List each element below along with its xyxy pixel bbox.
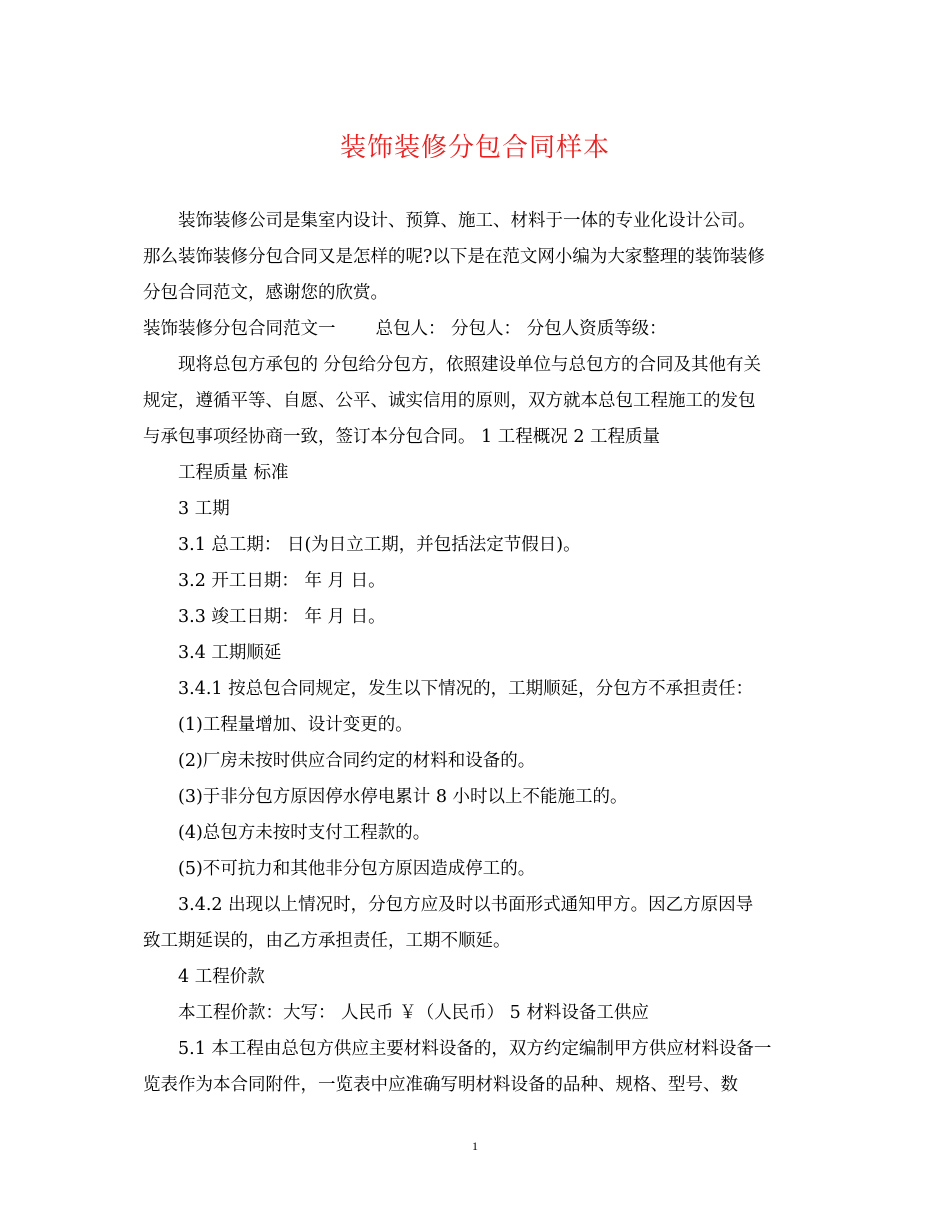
- intro-line-2: 那么装饰装修分包合同又是怎样的呢?以下是在范文网小编为大家整理的装饰装修: [143, 247, 765, 267]
- contract-heading-line: [143, 311, 808, 347]
- section-3-4-2-line-1: 3.4.2 出现以上情况时，分包方应及时以书面形式通知甲方。因乙方原因导: [178, 895, 754, 915]
- list-item-2: (2)厂房未按时供应合同约定的材料和设备的。: [178, 751, 536, 771]
- paragraph-1-line-3: 与承包事项经协商一致，签订本分包合同。 1 工程概况 2 工程质量: [143, 427, 661, 447]
- intro-line-1: 装饰装修公司是集室内设计、预算、施工、材料于一体的专业化设计公司。: [178, 211, 756, 231]
- parties-label: 总包人： 分包人： 分包人资质等级：: [375, 319, 667, 339]
- paragraph-1-line-2: 规定，遵循平等、自愿、公平、诚实信用的原则，双方就本总包工程施工的发包: [143, 391, 756, 411]
- section-4-heading: 4 工程价款: [178, 967, 265, 987]
- quality-standard: 工程质量 标准: [178, 463, 289, 483]
- list-item-4: (4)总包方未按时支付工程款的。: [178, 823, 431, 843]
- section-4-price: 本工程价款：大写： 人民币 ￥（人民币） 5 材料设备工供应: [178, 1003, 649, 1023]
- list-item-1: (1)工程量增加、设计变更的。: [178, 715, 413, 735]
- section-3-4-1: 3.4.1 按总包合同规定，发生以下情况的，工期顺延，分包方不承担责任：: [178, 679, 754, 699]
- section-3-3: 3.3 竣工日期： 年 月 日。: [178, 607, 386, 627]
- document-title: 装饰装修分包合同样本: [339, 133, 610, 163]
- intro-line-3: 分包合同范文，感谢您的欣赏。: [143, 283, 388, 303]
- section-3-heading: 3 工期: [178, 499, 230, 519]
- contract-heading: 装饰装修分包合同范文一: [143, 319, 336, 339]
- list-item-3: (3)于非分包方原因停水停电累计 8 小时以上不能施工的。: [178, 787, 628, 807]
- list-item-5: (5)不可抗力和其他非分包方原因造成停工的。: [178, 859, 536, 879]
- paragraph-1-line-1: 现将总包方承包的 分包给分包方，依照建设单位与总包方的合同及其他有关: [178, 355, 762, 375]
- document-body: [143, 203, 808, 1103]
- section-3-2: 3.2 开工日期： 年 月 日。: [178, 571, 386, 591]
- section-3-1: 3.1 总工期： 日(为日立工期，并包括法定节假日)。: [178, 535, 581, 555]
- section-3-4: 3.4 工期顺延: [178, 643, 282, 663]
- section-5-1-line-1: 5.1 本工程由总包方供应主要材料设备的，双方约定编制甲方供应材料设备一: [178, 1039, 772, 1059]
- section-5-1-line-2: 览表作为本合同附件，一览表中应准确写明材料设备的品种、规格、型号、数: [143, 1075, 738, 1095]
- section-3-4-2-line-2: 致工期延误的，由乙方承担责任，工期不顺延。: [143, 931, 511, 951]
- page-number: 1: [472, 1139, 478, 1153]
